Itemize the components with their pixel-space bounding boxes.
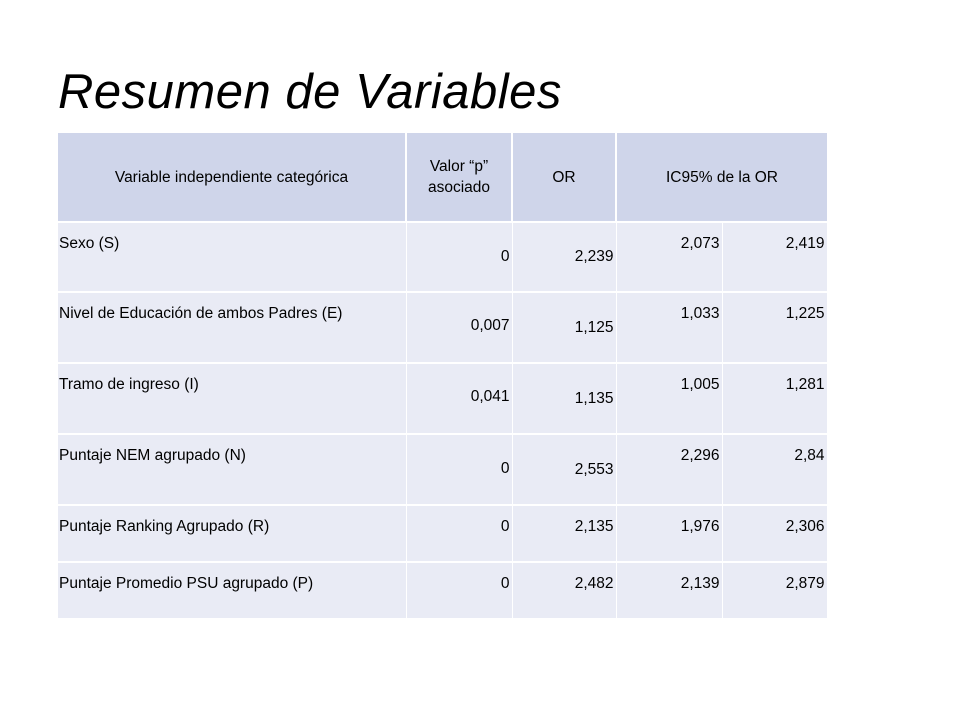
cell-ic-high: 2,84 [722, 434, 827, 505]
table-row [58, 363, 827, 434]
cell-ic-low: 1,033 [616, 292, 722, 363]
cell-or: 2,239 [512, 222, 616, 292]
cell-ic-high: 2,419 [722, 222, 827, 292]
cell-p-value: 0 [406, 222, 512, 292]
cell-variable: Puntaje Promedio PSU agrupado (P) [58, 562, 406, 619]
cell-ic-low: 1,976 [616, 505, 722, 562]
cell-ic-low: 2,073 [616, 222, 722, 292]
table-row [58, 292, 827, 363]
cell-or: 2,553 [512, 434, 616, 505]
cell-p-value: 0 [406, 505, 512, 562]
table-row [58, 562, 827, 619]
cell-variable: Tramo de ingreso (I) [58, 363, 406, 434]
cell-or: 1,125 [512, 292, 616, 363]
header-or: OR [512, 133, 616, 222]
cell-ic-high: 2,306 [722, 505, 827, 562]
variables-summary-table [58, 133, 828, 620]
cell-ic-high: 1,225 [722, 292, 827, 363]
cell-variable: Nivel de Educación de ambos Padres (E) [58, 292, 406, 363]
header-variable: Variable independiente categórica [58, 133, 406, 222]
cell-ic-low: 1,005 [616, 363, 722, 434]
cell-or: 1,135 [512, 363, 616, 434]
cell-ic-low: 2,139 [616, 562, 722, 619]
cell-variable: Puntaje Ranking Agrupado (R) [58, 505, 406, 562]
cell-variable: Sexo (S) [58, 222, 406, 292]
table-row [58, 434, 827, 505]
cell-or: 2,135 [512, 505, 616, 562]
header-p-value: Valor “p” asociado [406, 133, 512, 222]
cell-or: 2,482 [512, 562, 616, 619]
cell-ic-high: 1,281 [722, 363, 827, 434]
cell-p-value: 0 [406, 562, 512, 619]
cell-variable: Puntaje NEM agrupado (N) [58, 434, 406, 505]
cell-p-value: 0 [406, 434, 512, 505]
header-ic95: IC95% de la OR [616, 133, 827, 222]
table-row [58, 505, 827, 562]
cell-ic-low: 2,296 [616, 434, 722, 505]
table-row [58, 222, 827, 292]
cell-p-value: 0,041 [406, 363, 512, 434]
table-header-row [58, 133, 827, 222]
slide-title: Resumen de Variables [58, 65, 562, 119]
cell-p-value: 0,007 [406, 292, 512, 363]
cell-ic-high: 2,879 [722, 562, 827, 619]
